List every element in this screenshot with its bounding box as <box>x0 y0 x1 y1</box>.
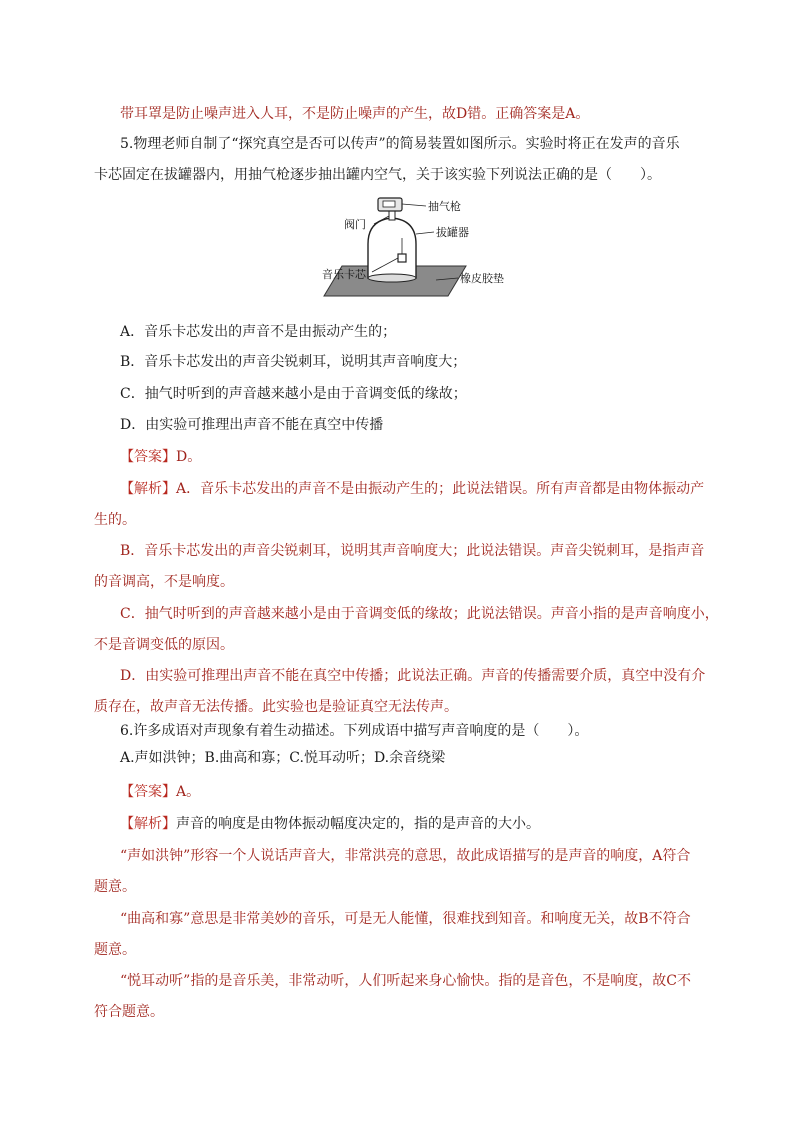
q5-option-d: D．由实验可推理出声音不能在真空中传播 <box>120 417 384 433</box>
q5-option-a: A．音乐卡芯发出的声音不是由振动产生的； <box>120 324 397 340</box>
label-card: 音乐卡芯 <box>322 268 366 281</box>
cup-base-shape <box>368 274 416 282</box>
q6-analysis-text: 声音的响度是由物体振动幅度决定的，指的是声音的大小。 <box>176 816 540 832</box>
music-card-shape <box>398 254 406 262</box>
answer-label: 【答案】 <box>120 449 176 465</box>
q5-analysis-c-line1: C．抽气时听到的声音越来越小是由于音调变低的缘故；此说法错误。声音小指的是声音响度小， <box>120 606 719 622</box>
q6-analysis-c-line1: “悦耳动听”指的是音乐美，非常动听，人们听起来身心愉快。指的是音色，不是响度，故C不 <box>120 973 692 989</box>
label-pad: 橡皮胶垫 <box>460 272 504 285</box>
q5-analysis-d-line2: 质存在，故声音无法传播。此实验也是验证真空无法传声。 <box>94 699 458 715</box>
q6-analysis-line1 <box>120 814 732 834</box>
q5-stem-line1: 5.物理老师自制了“探究真空是否可以传声”的简易装置如图所示。实验时将正在发声的音乐 <box>120 136 680 152</box>
answer-label-q6: 【答案】 <box>120 784 176 800</box>
q5-stem-line2: 卡芯固定在拔罐器内，用抽气枪逐步抽出罐内空气，关于该实验下列说法正确的是（ ）。 <box>94 167 661 183</box>
q6-answer <box>120 782 732 802</box>
analysis-label-q6: 【解析】 <box>120 816 176 832</box>
q6-analysis-b-line1: “曲高和寡”意思是非常美妙的音乐，可是无人能懂，很难找到知音。和响度无关，故B不符合 <box>120 911 691 927</box>
cup-dome-shape <box>368 218 416 278</box>
prev-analysis-line: 带耳罩是防止噪声进入人耳，不是防止噪声的产生，故D错。正确答案是A。 <box>120 106 590 122</box>
analysis-label: 【解析】 <box>120 481 176 497</box>
q5-option-c: C．抽气时听到的声音越来越小是由于音调变低的缘故； <box>120 386 467 402</box>
q5-analysis-a-line1 <box>120 479 732 499</box>
q5-option-b: B．音乐卡芯发出的声音尖锐刺耳，说明其声音响度大； <box>120 354 467 370</box>
q5-answer <box>120 447 732 467</box>
q6-analysis-c-line2: 符合题意。 <box>94 1004 164 1020</box>
label-valve: 阀门 <box>344 218 366 231</box>
q5-analysis-c-line2: 不是音调变低的原因。 <box>94 637 234 653</box>
q6-options: A.声如洪钟；B.曲高和寡；C.悦耳动听；D.余音绕梁 <box>120 750 446 766</box>
experiment-diagram <box>316 196 516 306</box>
q6-answer-value: A。 <box>176 784 201 800</box>
q5-analysis-d-line1: D．由实验可推理出声音不能在真空中传播；此说法正确。声音的传播需要介质，真空中没有介 <box>120 668 706 684</box>
q6-analysis-a-line1: “声如洪钟”形容一个人说话声音大，非常洪亮的意思，故此成语描写的是声音的响度，A符合 <box>120 848 691 864</box>
label-cup: 拔罐器 <box>436 226 469 239</box>
q5-analysis-a-line2: 生的。 <box>94 512 136 528</box>
label-pump: 抽气枪 <box>428 200 461 213</box>
q5-analysis-b-line2: 的音调高，不是响度。 <box>94 574 234 590</box>
q5-analysis-b-line1: B．音乐卡芯发出的声音尖锐刺耳，说明其声音响度大；此说法错误。声音尖锐刺耳，是指声音 <box>120 543 705 559</box>
q6-analysis-b-line2: 题意。 <box>94 942 136 958</box>
q5-analysis-a-text: A．音乐卡芯发出的声音不是由振动产生的；此说法错误。所有声音都是由物体振动产 <box>176 481 705 497</box>
q6-analysis-a-line2: 题意。 <box>94 879 136 895</box>
q6-stem: 6.许多成语对声现象有着生动描述。下列成语中描写声音响度的是（ ）。 <box>120 723 589 739</box>
q5-answer-value: D。 <box>176 449 202 465</box>
